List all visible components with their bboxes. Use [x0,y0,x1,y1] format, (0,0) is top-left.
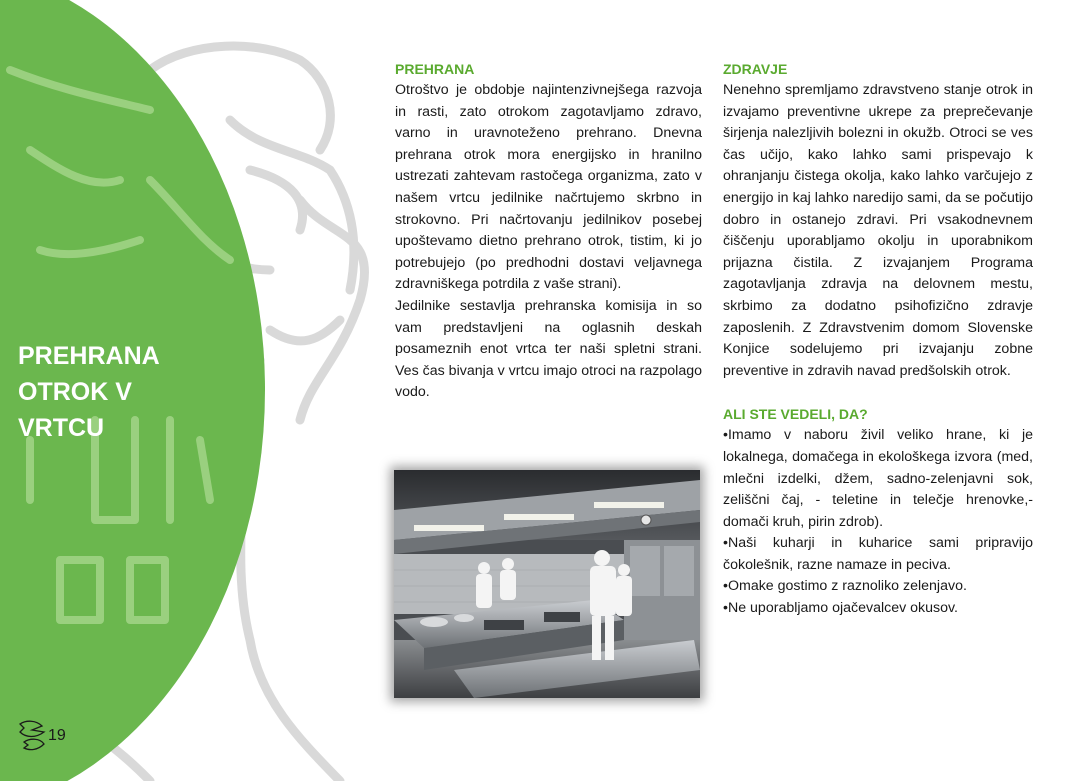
nutrition-paragraph-2: Jedilnike sestavlja prehranska komisija in so vam predstavljeni na oglasnih deskah posameznih enot vrtca ter naši spletni strani. Ves čas bivanja v vrtcu imajo otroci na razpolago vodo. [395,297,702,401]
health-heading: ZDRAVJE [723,61,788,77]
did-you-know-item: •Ne uporabljamo ojačevalcev okusov. [723,600,958,617]
did-you-know-item: •Naši kuharji in kuharice sami pripravijo čokolešnik, razne namaze in peciva. [723,535,1033,573]
nutrition-paragraph-1: Otroštvo je obdobje najintenzivnejšega razvoja in rasti, zato otrokom zagotavljamo zdravo, varno in uravnoteženo prehrano. Dnevna prehrana otrok mora energijsko in hranilno ustrezati zahtevam rastočega organizma, zato v našem vrtcu jedilnike načrtujemo skrbno in strokovno. Pri načrtovanju jedilnikov posebej upoštevamo dietno prehrano otrok, tistim, ki jo potrebujejo (po predhodni dostavi veljavnega zdravniškega potrdila z vaše strani). [395,82,702,293]
fish-icon [18,718,46,754]
side-title-line-3: VRTCU [18,414,105,442]
nutrition-section [395,59,702,404]
health-section [723,59,1033,620]
page-number-text: 19 [48,727,66,744]
nutrition-heading: PREHRANA [395,61,475,77]
page-number [18,718,66,754]
side-title-line-2: OTROK V [18,378,132,406]
did-you-know-item: •Omake gostimo z raznoliko zelenjavo. [723,578,967,595]
did-you-know-item: •Imamo v naboru živil veliko hrane, ki je lokalnega, domačega in ekološkega izvora (med, mlečni izdelki, džem, sadno-zelenjavni sok, zeliščni čaj, - teletine in telečje hrenovke,- domači kruh, pirin zdrob). [723,427,1033,530]
health-paragraph: Nenehno spremljamo zdravstveno stanje otrok in izvajamo preventivne ukrepe za preprečevanje širjenja nalezljivih bolezni in okužb. Otroci se ves čas učijo, kako lahko sami prispevajo k ohranjanju čistega okolja, kako lahko varčujejo z energijo in kaj lahko naredijo sami, da se počutijo dobro in ostanejo zdravi. Pri vsakodnevnem čiščenju uporabljamo okolju in uporabnikom prijazna čistila. Z izvajanjem Programa zagotavljanja zdravja na delovnem mestu, skrbimo za dodatno psihofizično zdravje zaposlenih. Z Zdravstvenim domom Slovenske Konjice sodelujemo pri izvajanju zobne preventive in zdravih navad predšolskih otrok. [723,82,1033,379]
did-you-know-list [723,425,1033,619]
side-title [18,338,248,446]
did-you-know-heading: ALI STE VEDELI, DA? [723,406,868,423]
side-title-line-1: PREHRANA [18,342,160,370]
kitchen-photo [394,470,700,698]
